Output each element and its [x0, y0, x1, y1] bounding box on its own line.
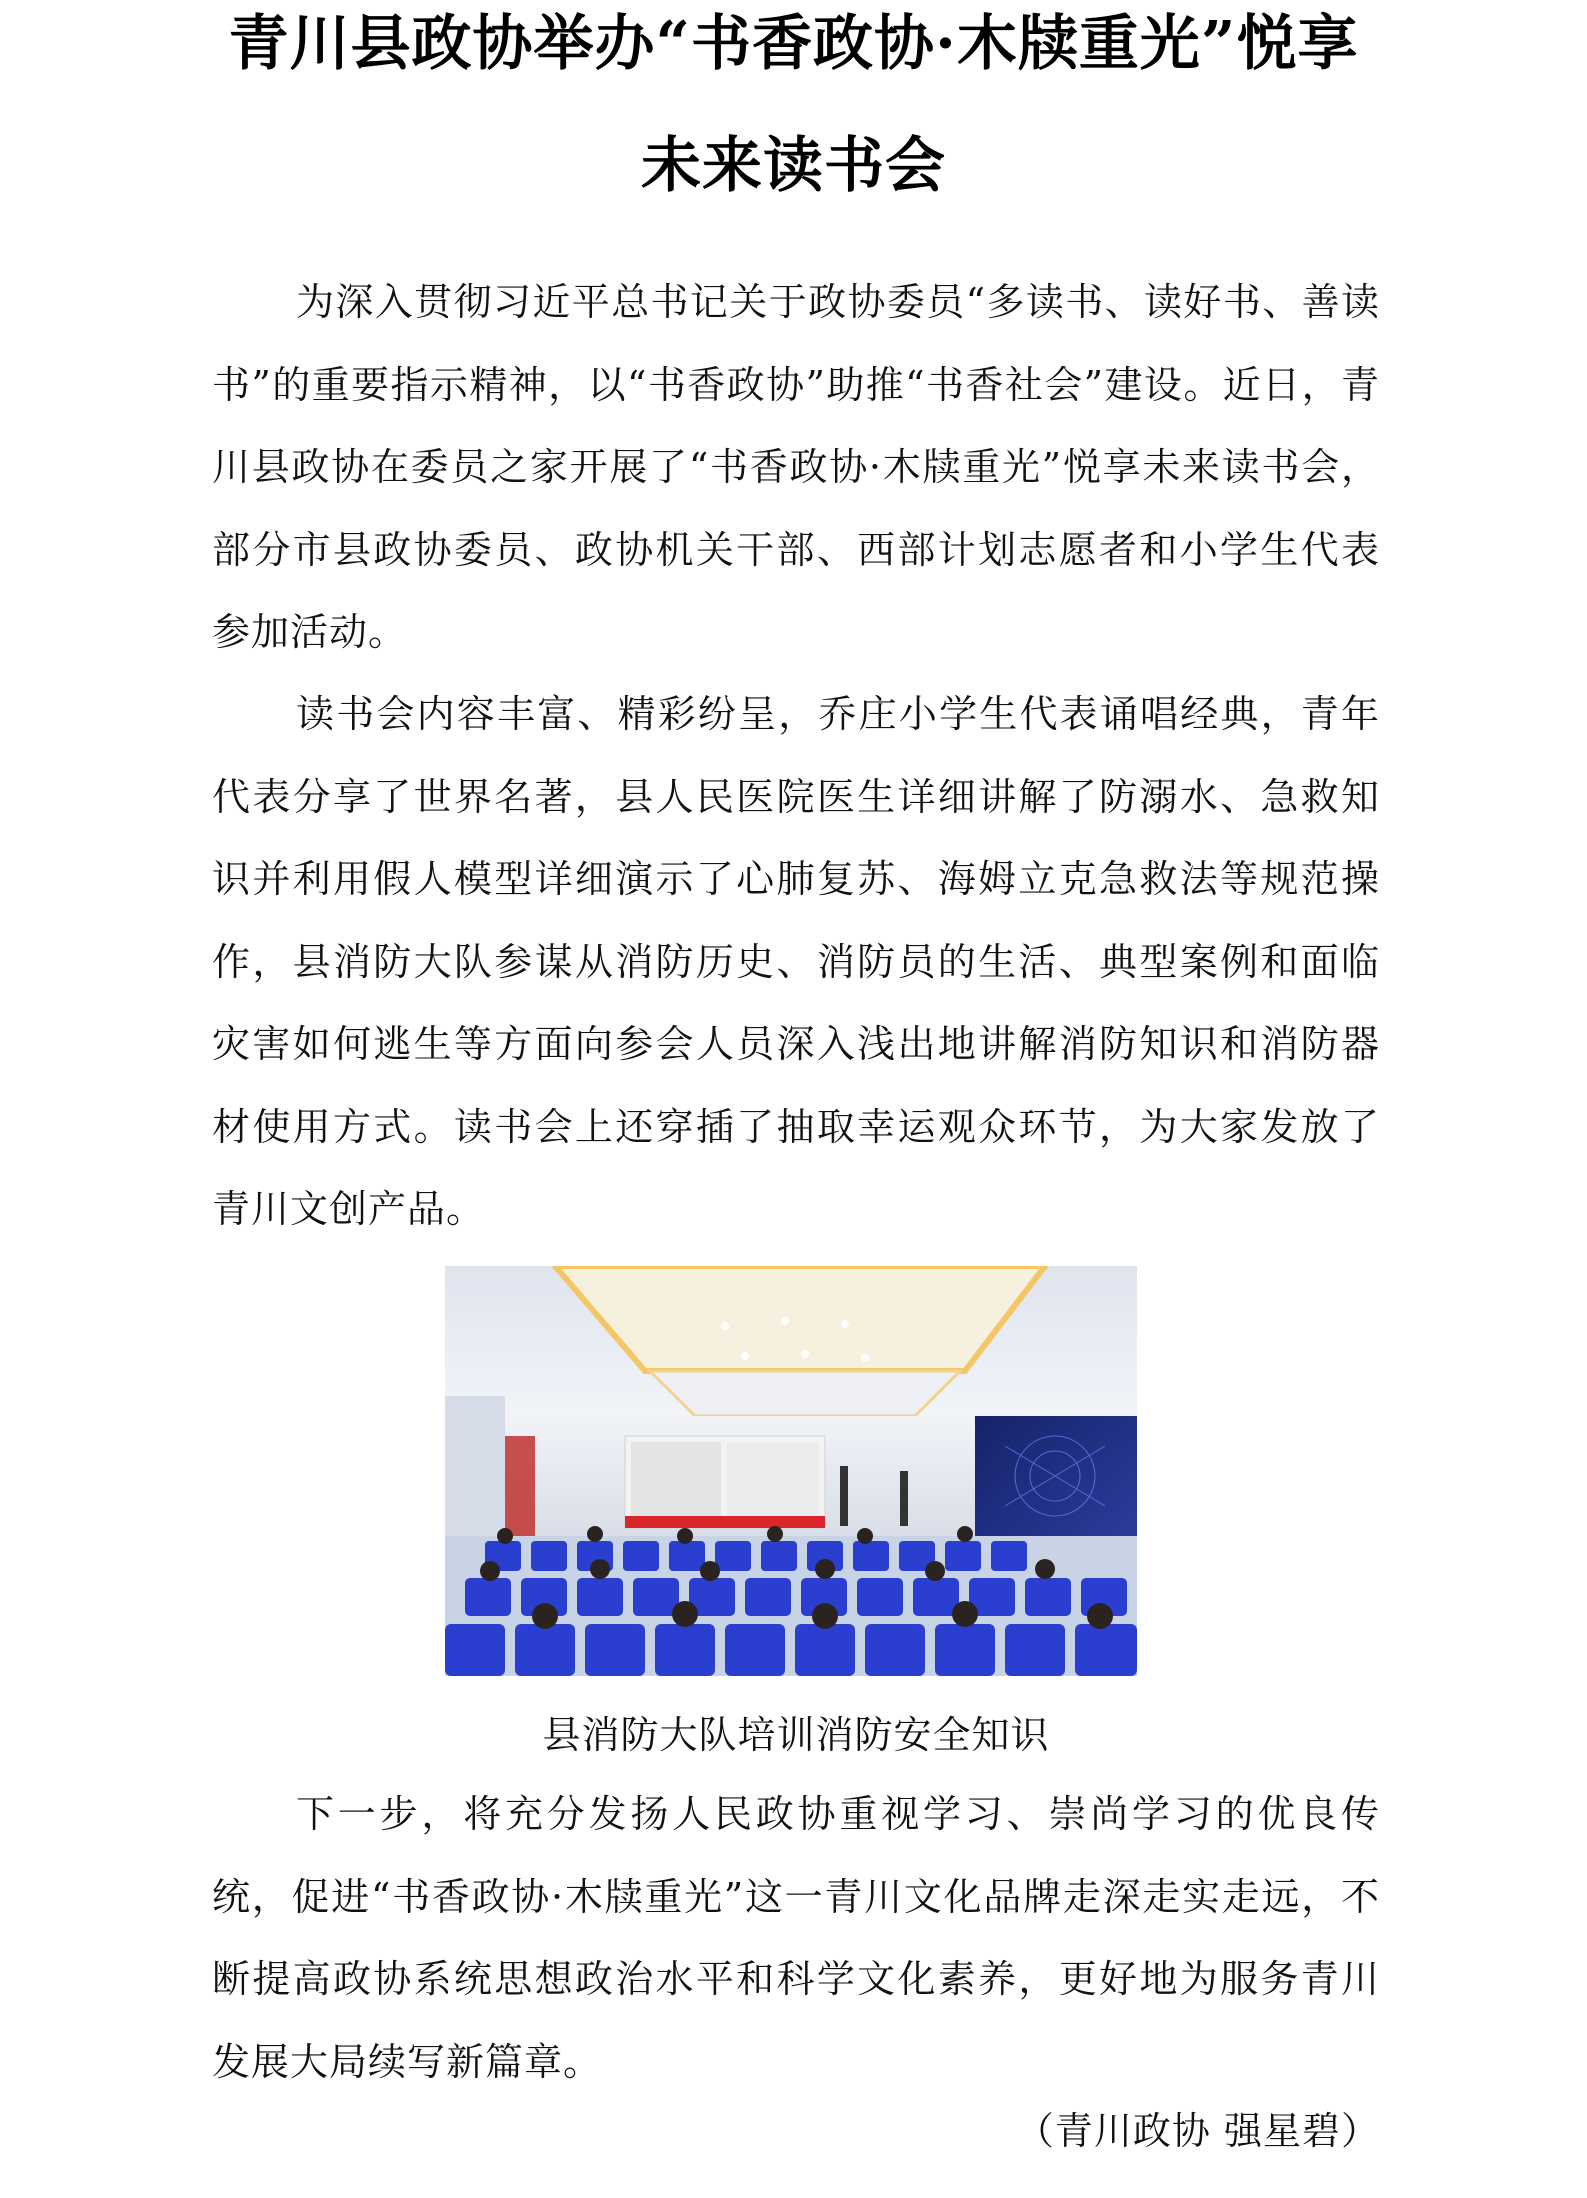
presenter: [840, 1466, 848, 1526]
screen-right-panel: [727, 1442, 819, 1522]
meeting-hall-photo: [445, 1266, 1137, 1676]
article-title-line-1: 青川县政协举办“书香政协·木牍重光”悦享: [228, 9, 1359, 79]
left-pillar: [445, 1396, 505, 1556]
paragraph-next-steps: 下一步，将充分发扬人民政协重视学习、崇尚学习的优良传统，促进“书香政协·木牍重光”这一青川文化品牌走深走实走远，不断提高政协系统思想政治水平和科学文化素养，更好地为服务青川发展大局续写新篇章。: [212, 1792, 1380, 2084]
screen-left-panel: [631, 1442, 721, 1522]
screen-red-band: [625, 1516, 825, 1528]
article-title-line-2: 未来读书会: [641, 131, 946, 201]
photo-caption: 县消防大队培训消防安全知识: [542, 1713, 1050, 1757]
paragraph-intro: 为深入贯彻习近平总书记关于政协委员“多读书、读好书、善读书”的重要指示精神，以“书香政协”助推“书香社会”建设。近日，青川县政协在委员之家开展了“书香政协·木牍重光”悦享未来读书会，部分市县政协委员、政协机关干部、西部计划志愿者和小学生代表参加活动。: [212, 280, 1380, 654]
paragraph-activities: 读书会内容丰富、精彩纷呈，乔庄小学生代表诵唱经典，青年代表分享了世界名著，县人民医院医生详细讲解了防溺水、急救知识并利用假人模型详细演示了心肺复苏、海姆立克急救法等规范操作，县消防大队参谋从消防历史、消防员的生活、典型案例和面临灾害如何逃生等方面向参会人员深入浅出地讲解消防知识和消防器材使用方式。读书会上还穿插了抽取幸运观众环节，为大家发放了青川文创产品。: [212, 692, 1380, 1231]
camera-stand: [900, 1471, 908, 1526]
ceiling-inner-panel: [650, 1371, 960, 1416]
author-signature: （青川政协 强星碧）: [1015, 2109, 1380, 2153]
ceiling-light-strip: [555, 1266, 1045, 1371]
meeting-hall-illustration: [445, 1266, 1137, 1676]
